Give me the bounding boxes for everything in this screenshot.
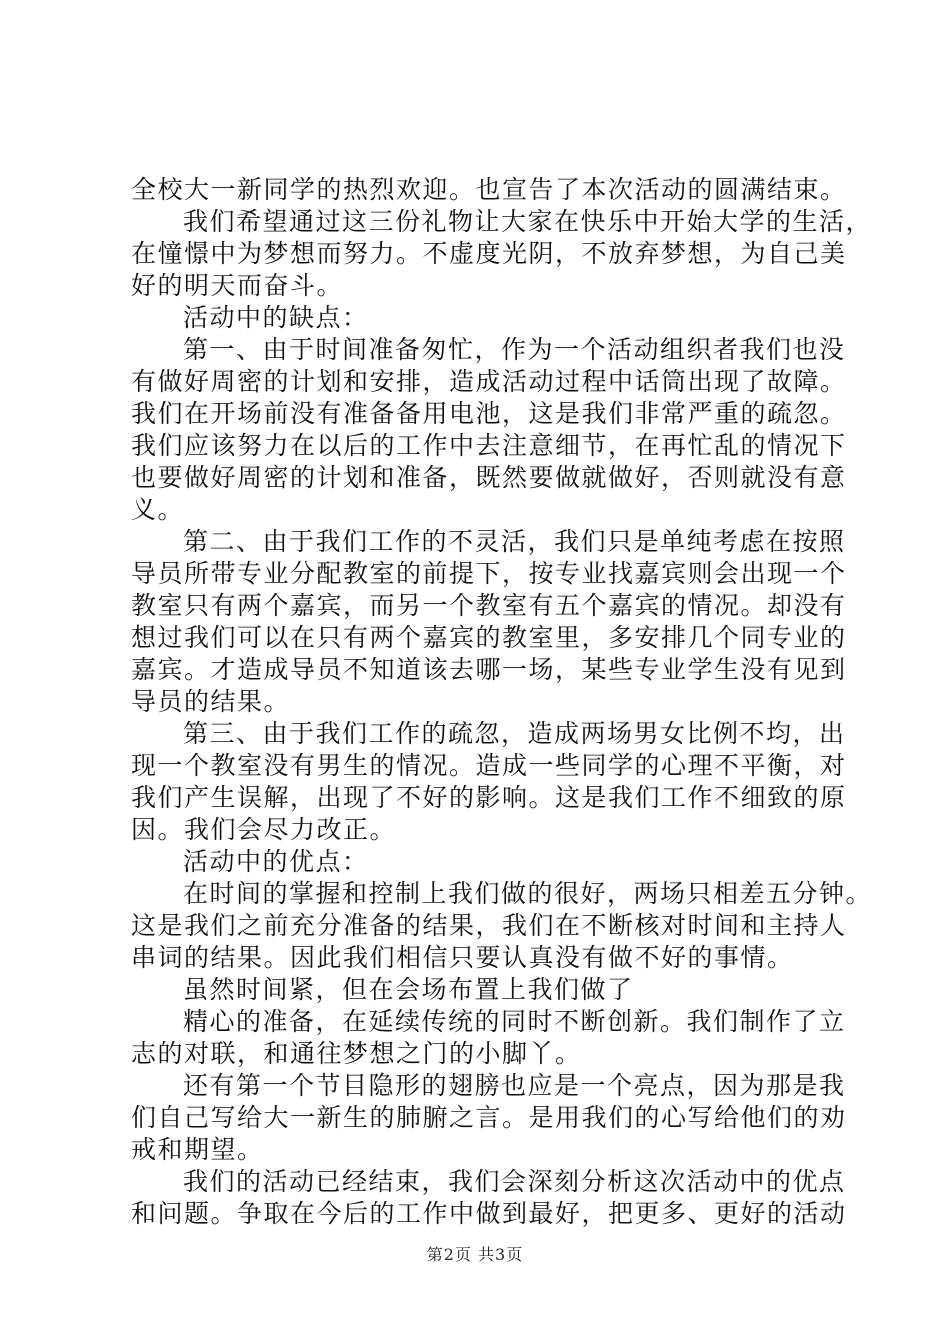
text-line: 我们的活动已经结束，我们会深刻分析这次活动中的优点 <box>183 1167 846 1196</box>
text-line: 第一、由于时间准备匆忙，作为一个活动组织者我们也没 <box>183 335 846 364</box>
text-line: 想过我们可以在只有两个嘉宾的教室里，多安排几个同专业的 <box>131 623 847 652</box>
text-line: 嘉宾。才造成导员不知道该去哪一场，某些专业学生没有见到 <box>131 655 847 684</box>
text-line: 虽然时间紧，但在会场布置上我们做了 <box>183 975 634 1004</box>
text-line: 和问题。争取在今后的工作中做到最好，把更多、更好的活动 <box>131 1199 847 1228</box>
text-line: 精心的准备，在延续传统的同时不断创新。我们制作了立 <box>183 1007 846 1036</box>
text-line: 我们在开场前没有准备备用电池，这是我们非常严重的疏忽。 <box>131 399 847 428</box>
text-line: 还有第一个节目隐形的翅膀也应是一个亮点，因为那是我 <box>183 1071 846 1100</box>
page-footer: 第2页 共3页 <box>426 1245 524 1264</box>
text-line: 活动中的优点： <box>183 847 369 876</box>
text-line: 第三、由于我们工作的疏忽，造成两场男女比例不均，出 <box>183 719 846 748</box>
text-line: 我们产生误解，出现了不好的影响。这是我们工作不细致的原 <box>131 783 847 812</box>
text-line: 戒和期望。 <box>131 1135 264 1164</box>
text-line: 导员所带专业分配教室的前提下，按专业找嘉宾则会出现一个 <box>131 559 847 588</box>
text-line: 串词的结果。因此我们相信只要认真没有做不好的事情。 <box>131 943 794 972</box>
text-line: 活动中的缺点： <box>183 303 369 332</box>
text-line: 现一个教室没有男生的情况。造成一些同学的心理不平衡，对 <box>131 751 847 780</box>
text-line: 也要做好周密的计划和准备，既然要做就做好，否则就没有意 <box>131 463 847 492</box>
text-line: 在憧憬中为梦想而努力。不虚度光阴，不放弃梦想，为自己美 <box>131 239 847 268</box>
text-line: 我们希望通过这三份礼物让大家在快乐中开始大学的生活， <box>183 207 873 236</box>
text-line: 导员的结果。 <box>131 687 291 716</box>
text-line: 志的对联，和通往梦想之门的小脚丫。 <box>131 1039 582 1068</box>
text-line: 这是我们之前充分准备的结果，我们在不断核对时间和主持人 <box>131 911 847 940</box>
text-line: 好的明天而奋斗。 <box>131 271 344 300</box>
text-line: 义。 <box>131 495 185 524</box>
document-body <box>131 174 873 1230</box>
text-line: 们自己写给大一新生的肺腑之言。是用我们的心写给他们的劝 <box>131 1103 847 1132</box>
text-line: 因。我们会尽力改正。 <box>131 815 397 844</box>
text-line: 在时间的掌握和控制上我们做的很好，两场只相差五分钟。 <box>183 879 873 908</box>
text-line: 我们应该努力在以后的工作中去注意细节，在再忙乱的情况下 <box>131 431 847 460</box>
text-line: 第二、由于我们工作的不灵活，我们只是单纯考虑在按照 <box>183 527 846 556</box>
text-line: 有做好周密的计划和安排，造成活动过程中话筒出现了故障。 <box>131 367 847 396</box>
text-line: 全校大一新同学的热烈欢迎。也宣告了本次活动的圆满结束。 <box>131 175 847 204</box>
text-line: 教室只有两个嘉宾，而另一个教室有五个嘉宾的情况。却没有 <box>131 591 847 620</box>
